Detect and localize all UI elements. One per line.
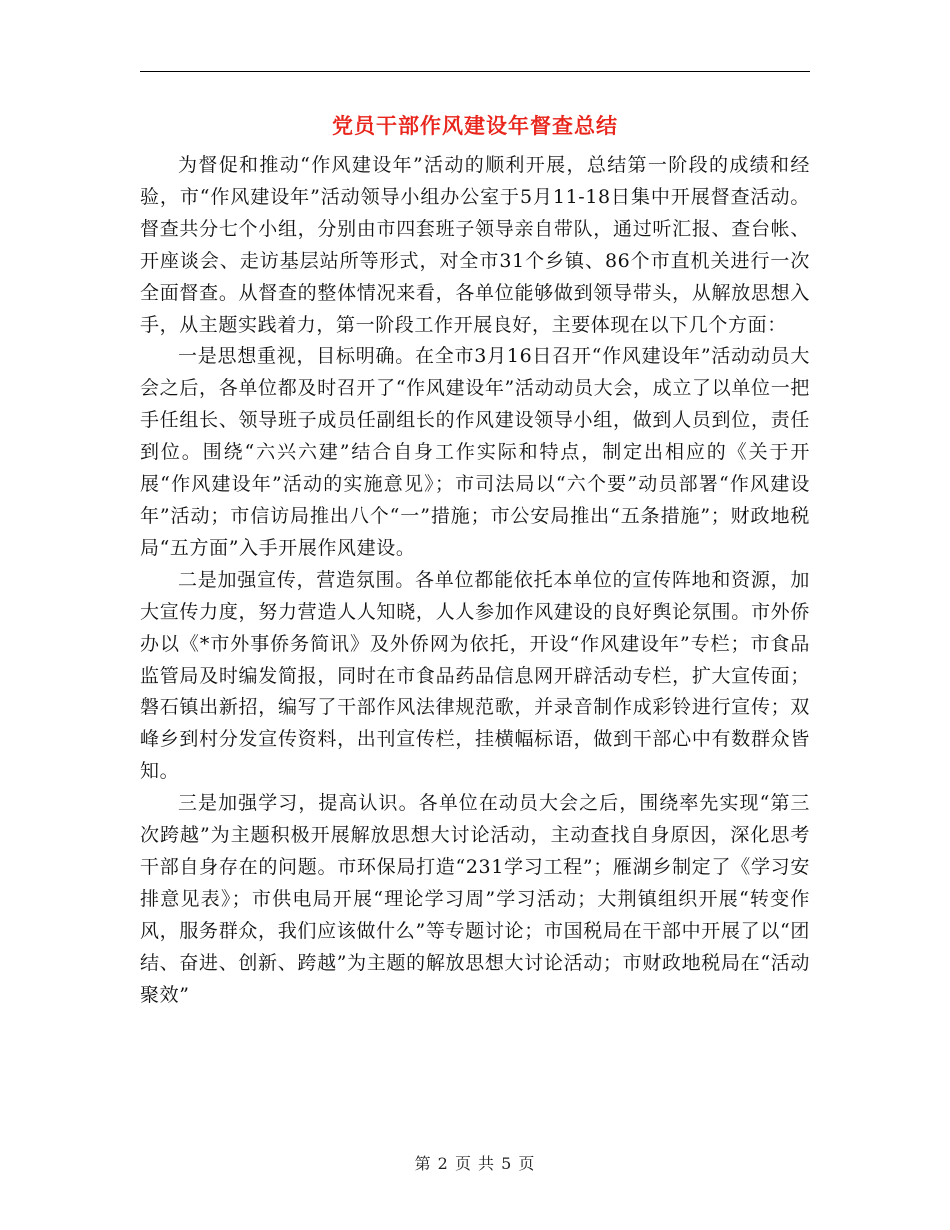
paragraph-point-3: 三是加强学习，提高认识。各单位在动员大会之后，围绕率先实现“第三次跨越”为主题积极开展解放思想大讨论活动，主动查找自身原因，深化思考干部自身存在的问题。市环保局打造“231学习工程”；雁湖乡制定了《学习安排意见表》；市供电局开展“理论学习周”学习活动；大荆镇组织开展“转变作风，服务群众，我们应该做什么”等专题讨论；市国税局在干部中开展了以“团结、奋进、创新、跨越”为主题的解放思想大讨论活动；市财政地税局在“活动聚效”	[140, 792, 810, 1006]
document-title: 党员干部作风建设年督查总结	[332, 113, 618, 138]
header-rule	[140, 71, 810, 72]
paragraph-intro: 为督促和推动“作风建设年”活动的顺利开展，总结第一阶段的成绩和经验，市“作风建设年”活动领导小组办公室于5月11-18日集中开展督查活动。督查共分七个小组，分别由市四套班子领导亲自带队，通过听汇报、查台帐、开座谈会、走访基层站所等形式，对全市31个乡镇、86个市直机关进行一次全面督查。从督查的整体情况来看，各单位能够做到领导带头，从解放思想入手，从主题实践着力，第一阶段工作开展良好，主要体现在以下几个方面：	[140, 154, 810, 336]
paragraph-point-2: 二是加强宣传，营造氛围。各单位都能依托本单位的宣传阵地和资源，加大宣传力度，努力营造人人知晓，人人参加作风建设的良好舆论氛围。市外侨办以《*市外事侨务简讯》及外侨网为依托，开设“作风建设年”专栏；市食品监管局及时编发简报，同时在市食品药品信息网开辟活动专栏，扩大宣传面；磐石镇出新招，编写了干部作风法律规范歌，并录音制作成彩铃进行宣传；双峰乡到村分发宣传资料，出刊宣传栏，挂横幅标语，做到干部心中有数群众皆知。	[140, 568, 810, 783]
page-number: 第 2 页 共 5 页	[414, 1154, 536, 1173]
document-body	[140, 150, 810, 1011]
paragraph-point-1: 一是思想重视，目标明确。在全市3月16日召开“作风建设年”活动动员大会之后，各单位都及时召开了“作风建设年”活动动员大会，成立了以单位一把手任组长、领导班子成员任副组长的作风建设领导小组，做到人员到位，责任到位。围绕“六兴六建”结合自身工作实际和特点，制定出相应的《关于开展“作风建设年”活动的实施意见》；市司法局以“六个要”动员部署“作风建设年”活动；市信访局推出八个“一”措施；市公安局推出“五条措施”；财政地税局“五方面”入手开展作风建设。	[140, 345, 810, 559]
